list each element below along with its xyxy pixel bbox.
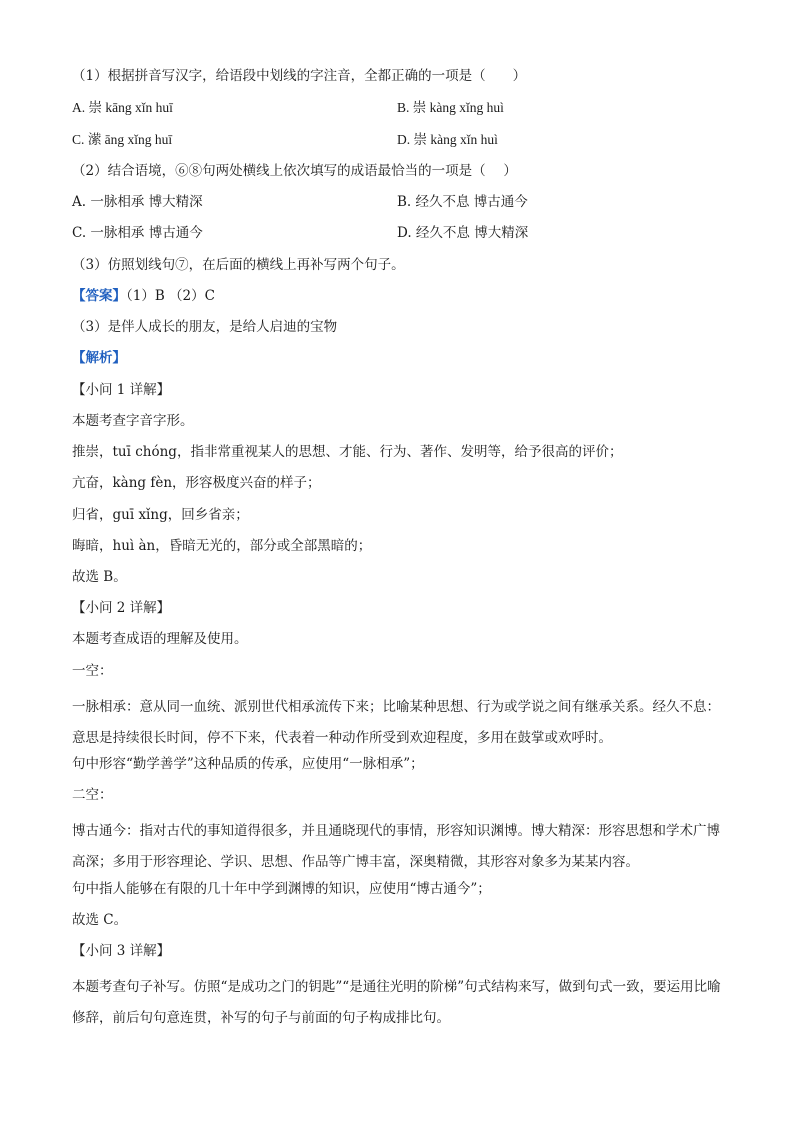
sub-question-2-paragraph-3: 博古通今：指对古代的事知道得很多，并且通晓现代的事情，形容知识渊博。博大精深：形容思想和学术广博高深；多用于形容理论、学识、思想、作品等广博丰富，深奥精微，其形容对象多为某某内容。 [72,823,720,870]
sub-question-1-line-3: 归省，guī xǐng，回乡省亲； [72,507,249,523]
sub-question-3-paragraph-1: 本题考查句子补写。仿照“是成功之门的钥匙”“是通往光明的阶梯”句式结构来写，做到句式一致，要运用比喻修辞，前后句句意连贯，补写的句子与前面的句子构成排比句。 [72,979,721,1026]
q1-option-c: C. 潆 āng xǐng huī [72,132,173,147]
sub-question-2-blank-2: 二空： [72,787,113,803]
sub-question-1-conclusion: 故选 B。 [72,569,127,585]
answer-line-2: （3）是伴人成长的朋友，是给人启迪的宝物 [72,319,338,335]
sub-question-3-title: 【小问 3 详解】 [72,943,171,959]
sub-question-1-title: 【小问 1 详解】 [72,382,171,398]
sub-question-2-title: 【小问 2 详解】 [72,600,171,616]
sub-question-1-intro: 本题考查字音字形。 [72,413,194,429]
sub-question-2-paragraph-1: 一脉相承：意从同一血统、派别世代相承流传下来；比喻某种思想、行为或学说之间有继承关系。经久不息：意思是持续很长时间，停不下来，代表着一种动作所受到欢迎程度，多用在鼓掌或欢呼时。 [72,699,720,746]
sub-question-2-conclusion: 故选 C。 [72,912,128,928]
q2-option-b: B. 经久不息 博古通今 [397,194,528,210]
q2-stem: （2）结合语境，⑥⑧句两处横线上依次填写的成语最恰当的一项是（ ） [72,163,517,179]
answer-text-1: （1）B （2）C [126,288,215,304]
answer-line-1 [72,286,215,306]
sub-question-1-line-1: 推崇，tuī chóng，指非常重视某人的思想、才能、行为、著作、发明等，给予很高的评价； [72,444,623,460]
sub-question-2-paragraph-4: 句中指人能够在有限的几十年中学到渊博的知识，应使用“博古通今”； [72,881,491,897]
sub-question-2-paragraph-2: 句中形容“勤学善学”这种品质的传承，应使用“一脉相承”； [72,756,424,772]
sub-question-2-intro: 本题考查成语的理解及使用。 [72,631,248,647]
answer-label: 【答案】 [72,288,126,304]
q2-option-a: A. 一脉相承 博大精深 [72,194,203,210]
q1-option-d: D. 崇 kàng xǐn huì [397,132,498,147]
sub-question-1-line-4: 晦暗，huì àn，昏暗无光的，部分或全部黑暗的； [72,538,372,554]
analysis-label: 【解析】 [72,350,126,366]
q1-option-a: A. 崇 kāng xǐn huī [72,100,173,115]
q1-option-b: B. 崇 kàng xǐng huì [397,100,504,115]
sub-question-1-line-2: 亢奋，kàng fèn，形容极度兴奋的样子； [72,475,321,491]
q2-option-c: C. 一脉相承 博古通今 [72,225,203,241]
q2-option-d: D. 经久不息 博大精深 [397,225,529,241]
sub-question-2-blank-1: 一空： [72,663,113,679]
q1-stem: （1）根据拼音写汉字，给语段中划线的字注音，全都正确的一项是（ ） [72,68,527,84]
q3-stem: （3）仿照划线句⑦，在后面的横线上再补写两个句子。 [72,257,405,273]
